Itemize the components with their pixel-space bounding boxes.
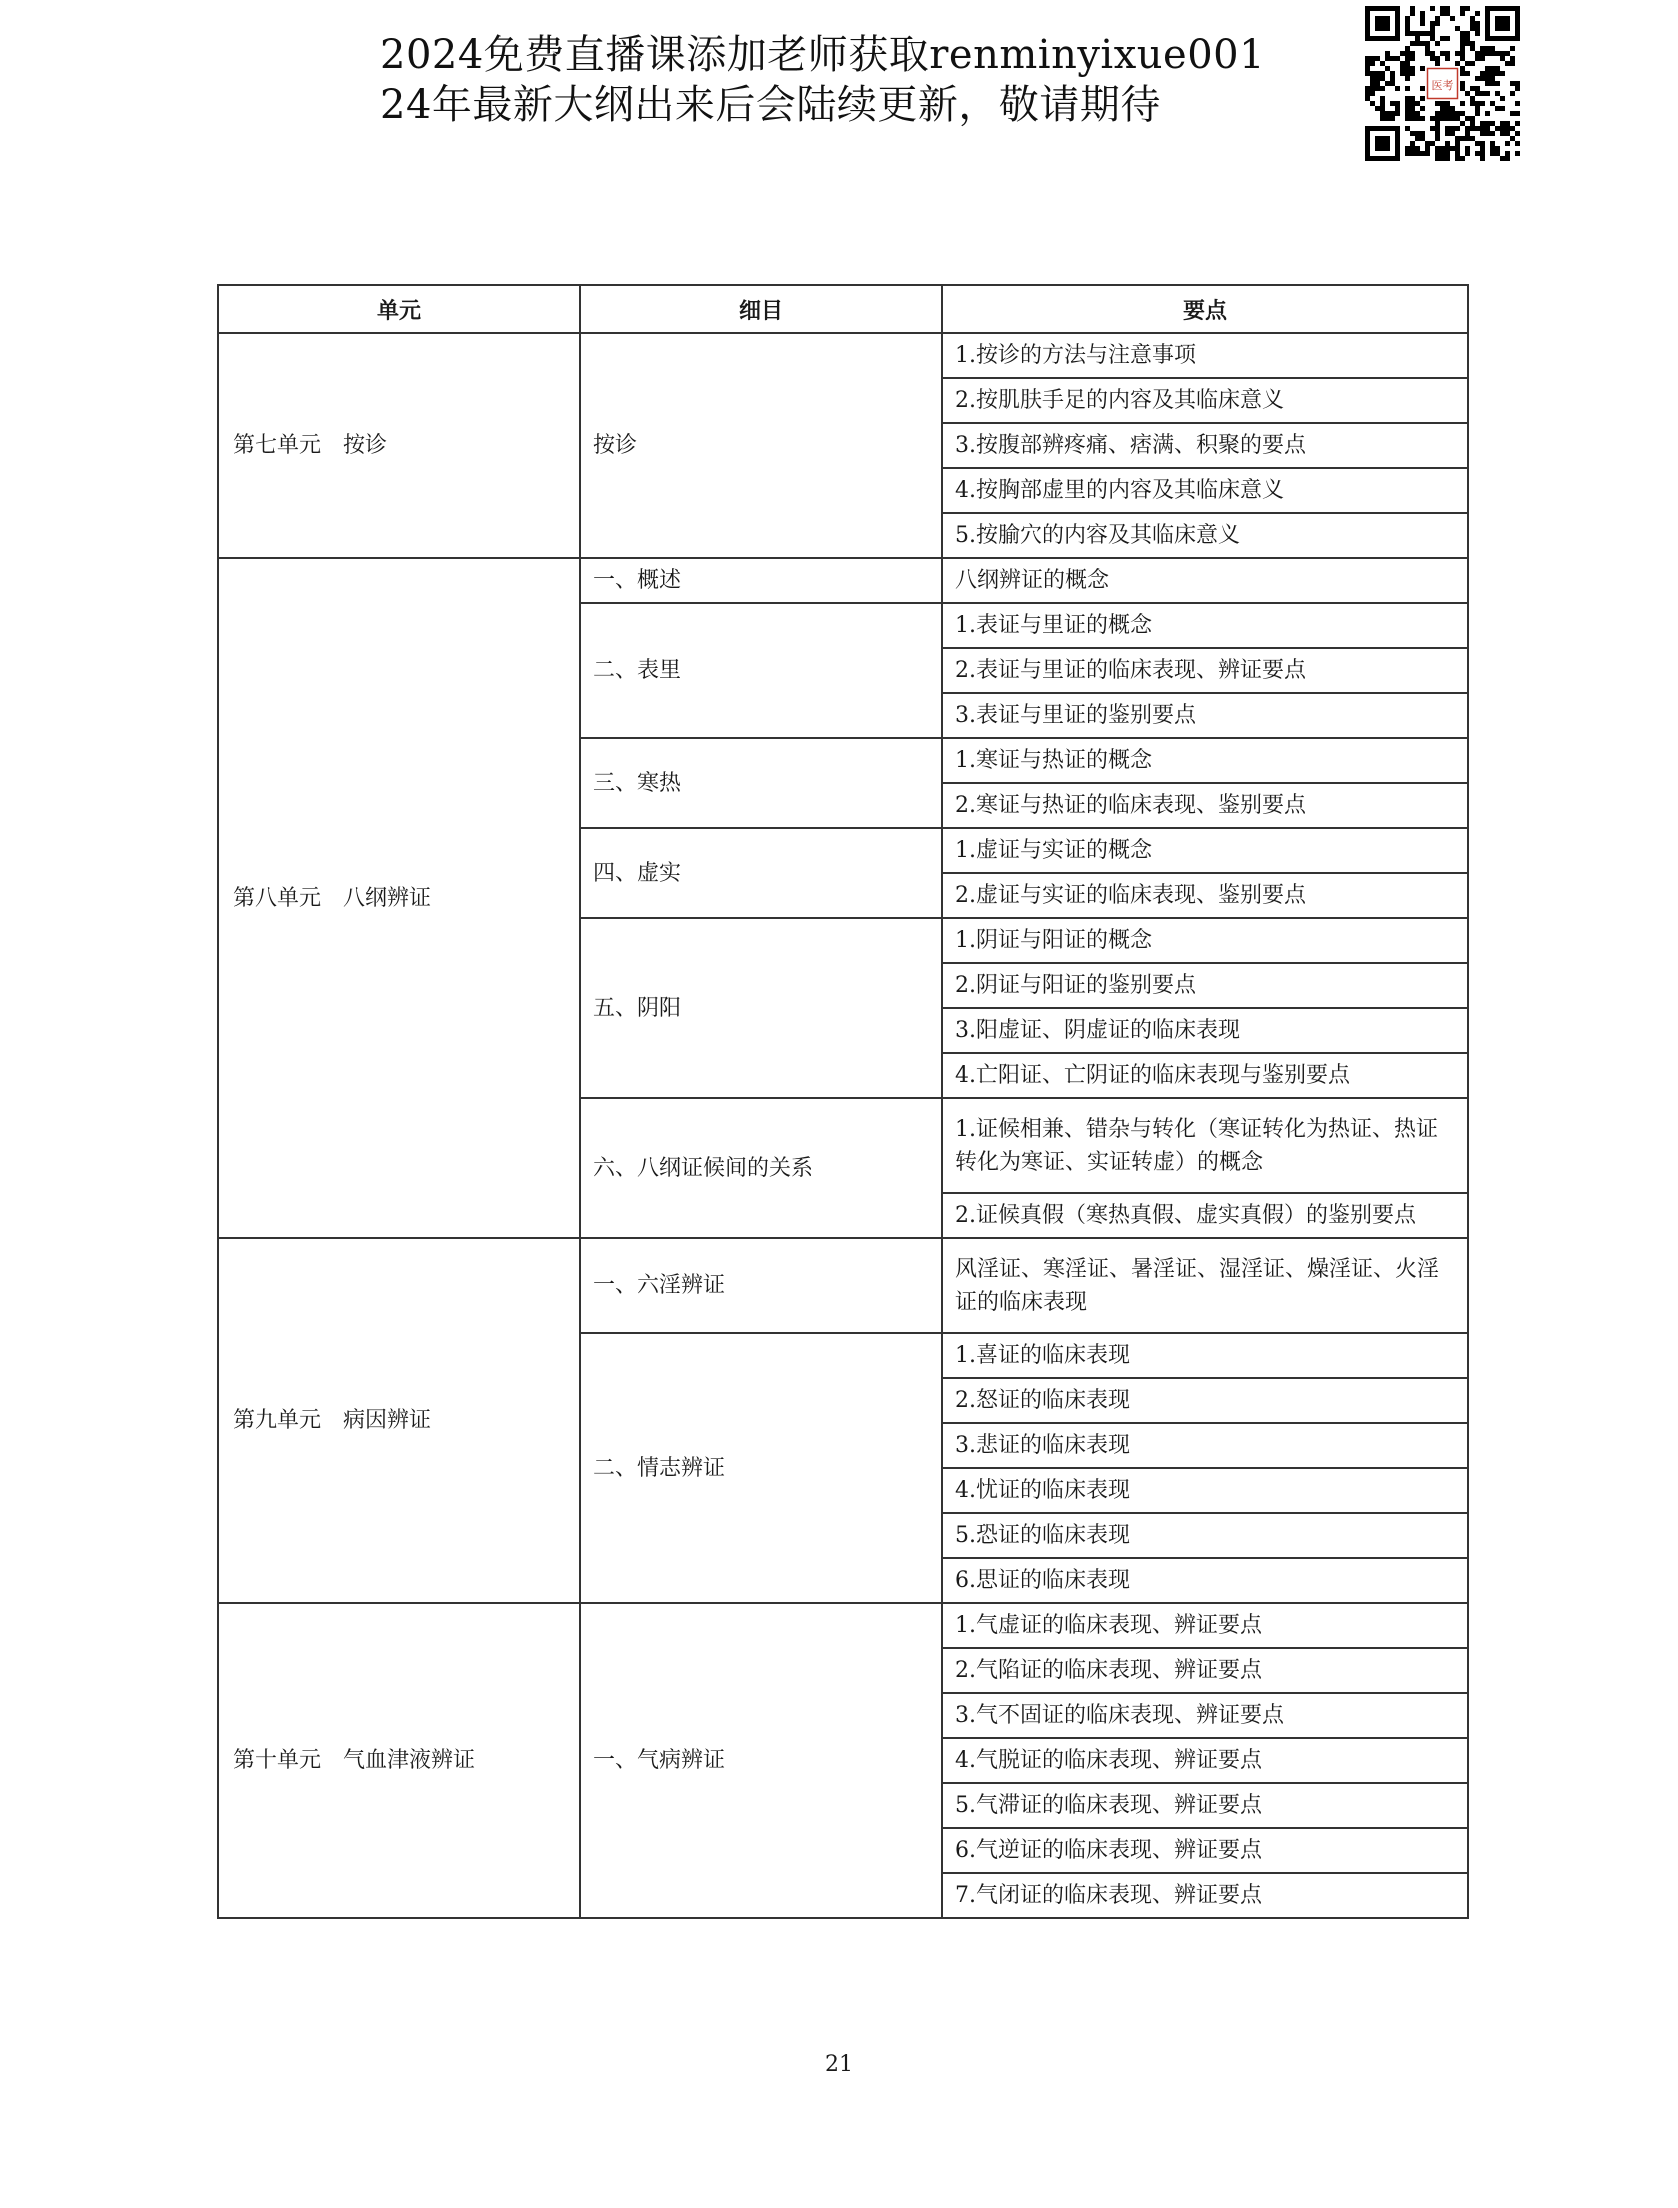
item-cell: 三、寒热	[580, 738, 942, 828]
point-cell: 2.按肌肤手足的内容及其临床意义	[942, 378, 1468, 423]
point-cell: 2.表证与里证的临床表现、辨证要点	[942, 648, 1468, 693]
point-cell: 2.证候真假（寒热真假、虚实真假）的鉴别要点	[942, 1193, 1468, 1238]
item-cell: 一、六淫辨证	[580, 1238, 942, 1333]
item-cell: 按诊	[580, 333, 942, 558]
point-cell: 5.按腧穴的内容及其临床意义	[942, 513, 1468, 558]
unit-cell: 第十单元 气血津液辨证	[218, 1603, 580, 1918]
item-cell: 四、虚实	[580, 828, 942, 918]
point-cell: 2.气陷证的临床表现、辨证要点	[942, 1648, 1468, 1693]
point-cell: 1.寒证与热证的概念	[942, 738, 1468, 783]
point-cell: 1.按诊的方法与注意事项	[942, 333, 1468, 378]
point-cell: 1.表证与里证的概念	[942, 603, 1468, 648]
table-body	[218, 333, 1468, 1918]
item-cell: 一、概述	[580, 558, 942, 603]
unit-cell: 第八单元 八纲辨证	[218, 558, 580, 1238]
header-line-2: 24年最新大纲出来后会陆续更新，敬请期待	[380, 82, 1161, 128]
item-cell: 一、气病辨证	[580, 1603, 942, 1918]
syllabus-table	[217, 284, 1469, 1919]
unit-cell: 第七单元 按诊	[218, 333, 580, 558]
item-cell: 二、情志辨证	[580, 1333, 942, 1603]
point-cell: 2.怒证的临床表现	[942, 1378, 1468, 1423]
point-cell: 4.忧证的临床表现	[942, 1468, 1468, 1513]
header-line-1: 2024免费直播课添加老师获取renminyixue001	[380, 32, 1266, 78]
point-cell: 1.虚证与实证的概念	[942, 828, 1468, 873]
page-header	[380, 30, 1265, 130]
qr-code-graphic	[1365, 6, 1520, 161]
table-row	[218, 333, 1468, 378]
point-cell: 2.阴证与阳证的鉴别要点	[942, 963, 1468, 1008]
table-header-row	[218, 285, 1468, 333]
point-cell: 1.证候相兼、错杂与转化（寒证转化为热证、热证转化为寒证、实证转虚）的概念	[942, 1098, 1468, 1193]
table-row	[218, 558, 1468, 603]
point-cell: 6.思证的临床表现	[942, 1558, 1468, 1603]
qr-center-text: 医考	[1431, 79, 1454, 92]
point-cell: 5.气滞证的临床表现、辨证要点	[942, 1783, 1468, 1828]
qr-code-icon	[1365, 6, 1520, 161]
point-cell: 3.按腹部辨疼痛、痞满、积聚的要点	[942, 423, 1468, 468]
point-cell: 1.阴证与阳证的概念	[942, 918, 1468, 963]
item-cell: 六、八纲证候间的关系	[580, 1098, 942, 1238]
point-cell: 1.喜证的临床表现	[942, 1333, 1468, 1378]
point-cell: 3.表证与里证的鉴别要点	[942, 693, 1468, 738]
point-cell: 1.气虚证的临床表现、辨证要点	[942, 1603, 1468, 1648]
item-cell: 五、阴阳	[580, 918, 942, 1098]
point-cell: 2.虚证与实证的临床表现、鉴别要点	[942, 873, 1468, 918]
page-number: 21	[825, 2052, 853, 2077]
unit-cell: 第九单元 病因辨证	[218, 1238, 580, 1603]
column-header-points: 要点	[942, 285, 1468, 333]
point-cell: 八纲辨证的概念	[942, 558, 1468, 603]
point-cell: 2.寒证与热证的临床表现、鉴别要点	[942, 783, 1468, 828]
item-cell: 二、表里	[580, 603, 942, 738]
point-cell: 6.气逆证的临床表现、辨证要点	[942, 1828, 1468, 1873]
point-cell: 3.阳虚证、阴虚证的临床表现	[942, 1008, 1468, 1053]
point-cell: 风淫证、寒淫证、暑淫证、湿淫证、燥淫证、火淫证的临床表现	[942, 1238, 1468, 1333]
point-cell: 3.气不固证的临床表现、辨证要点	[942, 1693, 1468, 1738]
point-cell: 3.悲证的临床表现	[942, 1423, 1468, 1468]
point-cell: 4.气脱证的临床表现、辨证要点	[942, 1738, 1468, 1783]
column-header-unit: 单元	[218, 285, 580, 333]
point-cell: 7.气闭证的临床表现、辨证要点	[942, 1873, 1468, 1918]
column-header-item: 细目	[580, 285, 942, 333]
table-row	[218, 1238, 1468, 1333]
point-cell: 4.按胸部虚里的内容及其临床意义	[942, 468, 1468, 513]
table-row	[218, 1603, 1468, 1648]
point-cell: 5.恐证的临床表现	[942, 1513, 1468, 1558]
point-cell: 4.亡阳证、亡阴证的临床表现与鉴别要点	[942, 1053, 1468, 1098]
